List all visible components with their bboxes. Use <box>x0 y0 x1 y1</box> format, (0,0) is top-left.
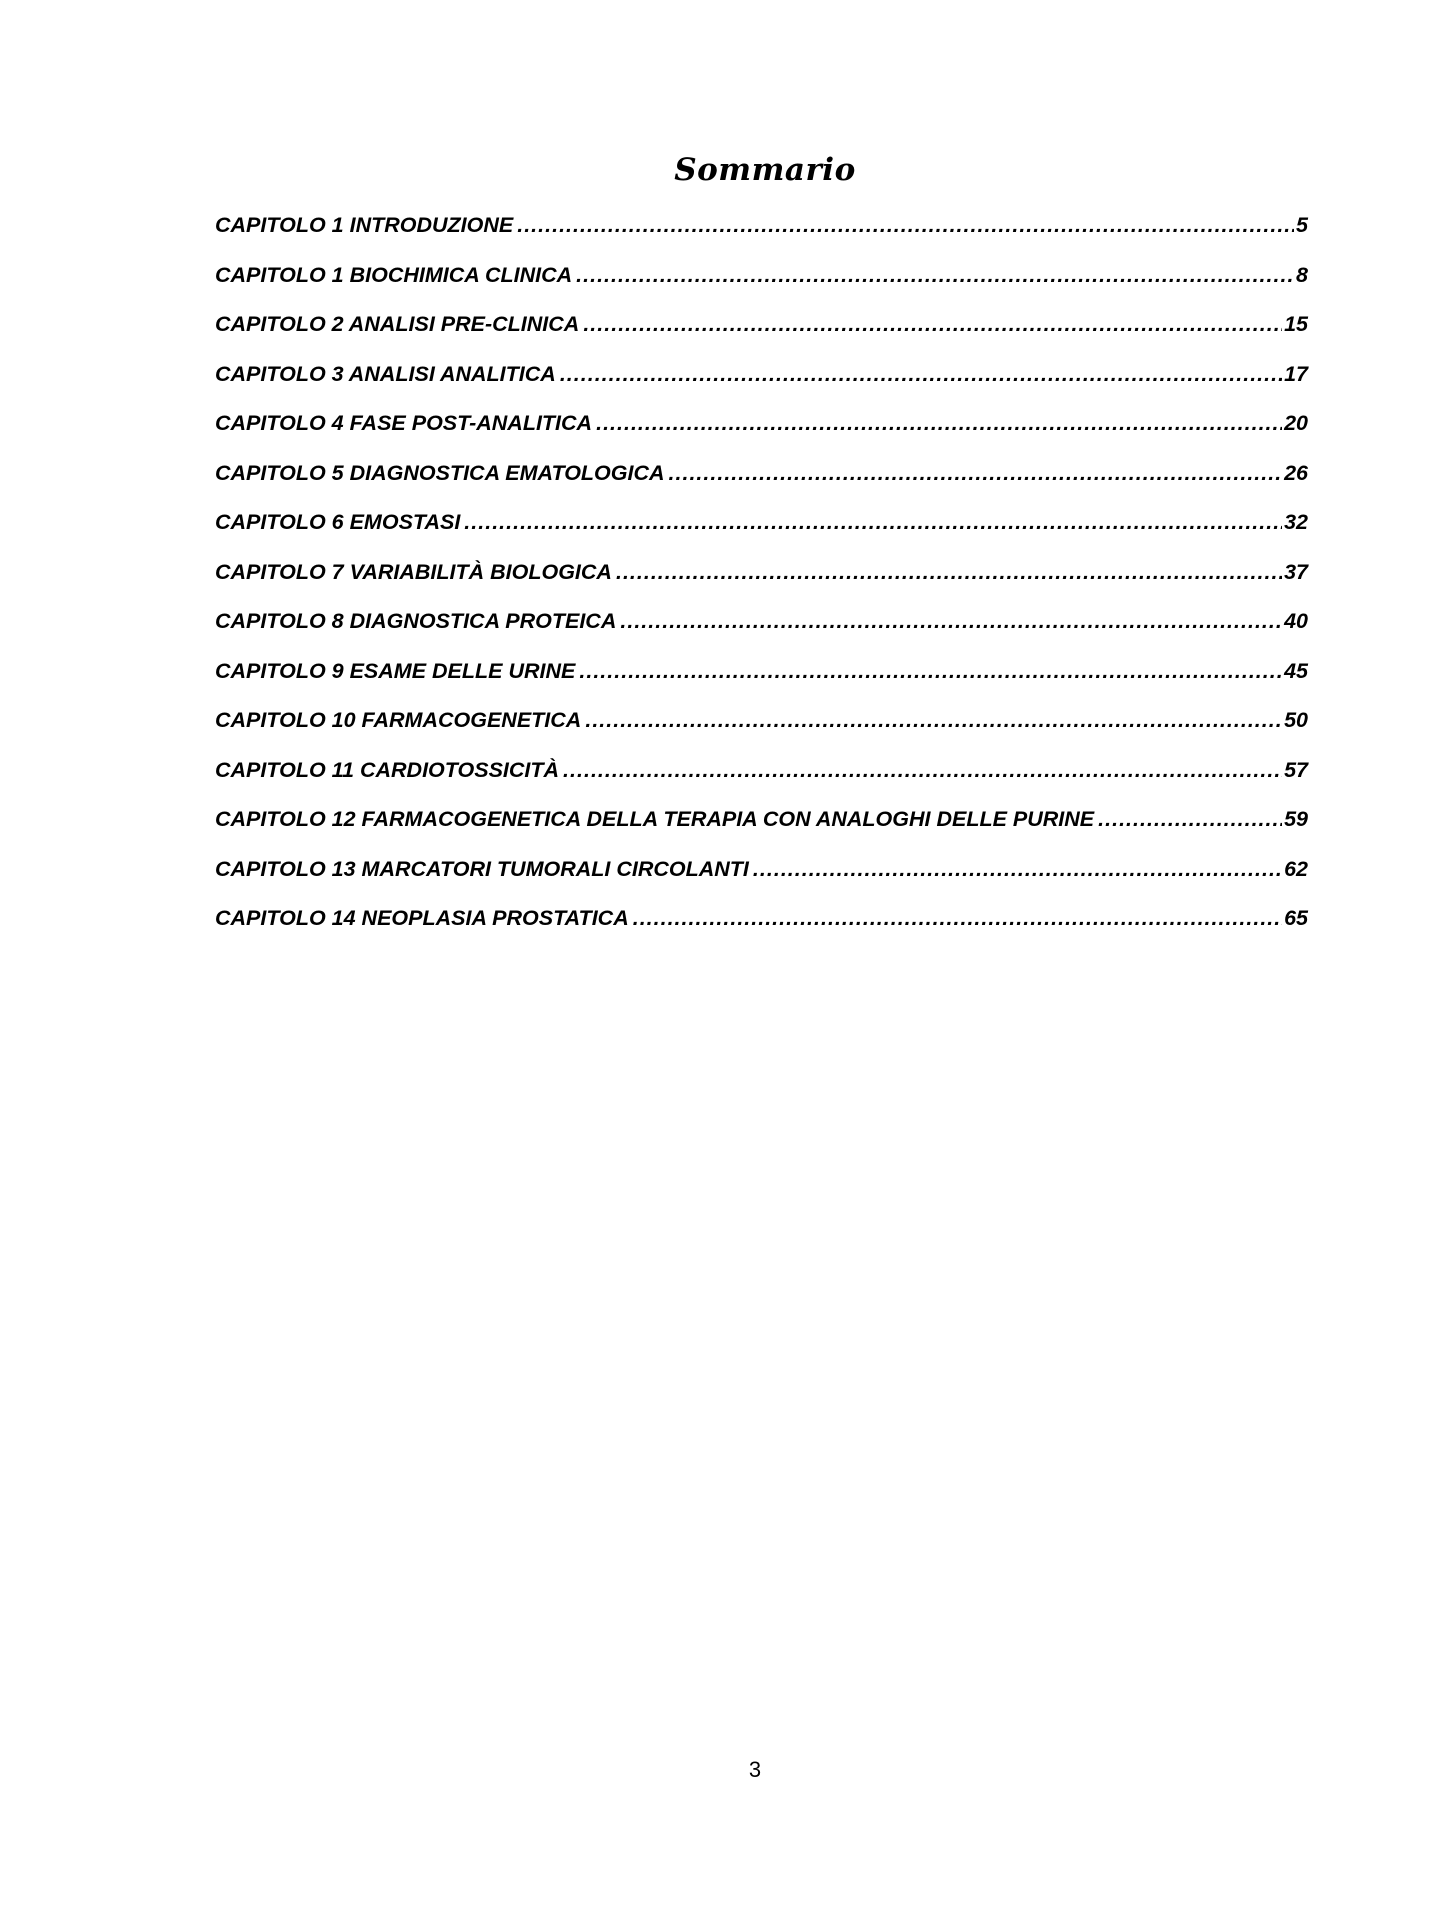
toc-entry-label: CAPITOLO 12 FARMACOGENETICA DELLA TERAPIA CON ANALOGHI DELLE PURINE <box>215 807 1095 831</box>
toc-entry-label: CAPITOLO 13 MARCATORI TUMORALI CIRCOLANTI <box>215 856 749 881</box>
toc-entry-label: CAPITOLO 11 CARDIOTOSSICITÀ <box>215 757 560 782</box>
toc-entry[interactable] <box>215 309 1308 359</box>
toc-entry-page: 5 <box>1296 213 1308 237</box>
toc-title: Sommario <box>674 152 856 188</box>
toc-dot-leader <box>620 606 1282 636</box>
toc-entry-page: 26 <box>1284 460 1308 485</box>
toc-entry[interactable] <box>215 903 1308 953</box>
toc-dot-leader <box>579 656 1282 686</box>
toc-entry[interactable] <box>215 656 1308 706</box>
toc-dot-leader <box>633 903 1282 933</box>
toc-dot-leader <box>563 755 1282 785</box>
toc-entry-page: 45 <box>1284 658 1308 683</box>
toc-entry-page: 37 <box>1284 559 1308 584</box>
toc-entry-page: 62 <box>1284 856 1308 881</box>
toc-entry-label: CAPITOLO 8 DIAGNOSTICA PROTEICA <box>215 609 617 633</box>
toc-entry[interactable] <box>215 260 1308 310</box>
toc-dot-leader <box>596 408 1282 438</box>
toc-entry-page: 8 <box>1296 262 1308 287</box>
toc-entry-page: 65 <box>1284 906 1308 930</box>
toc-entry[interactable] <box>215 359 1308 409</box>
toc-dot-leader <box>669 458 1283 488</box>
toc-entry[interactable] <box>215 458 1308 508</box>
toc-entry-page: 40 <box>1284 609 1308 633</box>
toc-entry-label: CAPITOLO 14 NEOPLASIA PROSTATICA <box>215 906 629 930</box>
toc-entry[interactable] <box>215 606 1308 656</box>
toc-entry-page: 50 <box>1284 708 1308 732</box>
toc-entry[interactable] <box>215 408 1308 458</box>
toc-entry-page: 59 <box>1284 807 1308 831</box>
toc-entry-label: CAPITOLO 6 EMOSTASI <box>215 510 461 534</box>
toc-entry-label: CAPITOLO 4 FASE POST-ANALITICA <box>215 411 593 435</box>
toc-entry[interactable] <box>215 755 1308 805</box>
toc-entry[interactable] <box>215 705 1308 755</box>
toc-entry-page: 20 <box>1284 411 1308 435</box>
toc-dot-leader <box>517 210 1294 240</box>
toc-entry[interactable] <box>215 210 1308 260</box>
toc-entry-page: 57 <box>1284 757 1308 782</box>
toc-entry-label: CAPITOLO 5 DIAGNOSTICA EMATOLOGICA <box>215 460 665 485</box>
toc-dot-leader <box>1098 804 1282 834</box>
toc-entry[interactable] <box>215 854 1308 904</box>
toc-entry[interactable] <box>215 557 1308 607</box>
toc-entry-page: 17 <box>1284 361 1308 386</box>
toc-entry-page: 15 <box>1284 312 1308 336</box>
toc-entry-label: CAPITOLO 2 ANALISI PRE-CLINICA <box>215 312 580 336</box>
toc-dot-leader <box>464 507 1282 537</box>
toc-dot-leader <box>576 260 1294 290</box>
toc-entry-label: CAPITOLO 10 FARMACOGENETICA <box>215 708 582 732</box>
toc-dot-leader <box>616 557 1282 587</box>
toc-entry[interactable] <box>215 804 1308 854</box>
toc-entry-label: CAPITOLO 1 BIOCHIMICA CLINICA <box>215 262 573 287</box>
toc-entry-label: CAPITOLO 7 VARIABILITÀ BIOLOGICA <box>215 559 612 584</box>
toc-dot-leader <box>753 854 1282 884</box>
toc-entry-page: 32 <box>1284 510 1308 534</box>
toc-dot-leader <box>585 705 1282 735</box>
toc-dot-leader <box>583 309 1282 339</box>
page-number: 3 <box>748 1757 762 1782</box>
toc-entry[interactable] <box>215 507 1308 557</box>
table-of-contents <box>215 210 1308 953</box>
toc-dot-leader <box>560 359 1282 389</box>
toc-entry-label: CAPITOLO 9 ESAME DELLE URINE <box>215 658 576 683</box>
toc-entry-label: CAPITOLO 3 ANALISI ANALITICA <box>215 361 556 386</box>
toc-entry-label: CAPITOLO 1 INTRODUZIONE <box>215 213 514 237</box>
